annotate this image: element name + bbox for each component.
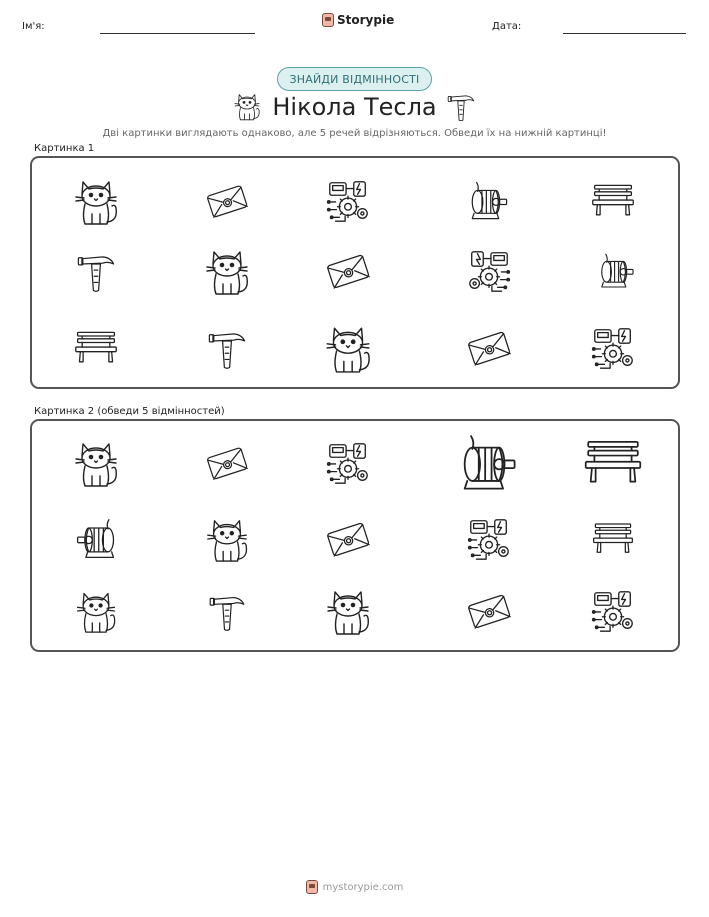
electric-motor-icon <box>457 431 521 495</box>
storypie-logo-icon <box>306 880 318 894</box>
title-text: Нікола Тесла <box>272 93 437 121</box>
storypie-logo-icon <box>322 13 334 27</box>
electric-motor-icon <box>467 179 511 223</box>
instructions: Дві картинки виглядають однаково, але 5 речей відрізняються. Обведи їх на нижній картинці! <box>102 128 607 139</box>
envelope-icon <box>466 325 512 371</box>
circuit-gear-icon <box>324 177 372 225</box>
panel-2-label: Картинка 2 (обведи 5 відмінностей) <box>34 406 225 417</box>
envelope-icon <box>325 248 371 294</box>
cat-icon <box>202 246 252 296</box>
bench-icon <box>73 325 119 371</box>
hammer-icon <box>205 326 249 370</box>
envelope-icon <box>205 179 249 223</box>
footer-url[interactable]: mystorypie.com <box>322 881 404 893</box>
date-line[interactable] <box>563 33 686 34</box>
circuit-gear-icon <box>465 515 513 563</box>
bench-icon <box>591 517 635 561</box>
brand-name: Storypie <box>337 13 395 27</box>
hammer-icon <box>206 590 248 632</box>
bench-icon <box>590 178 636 224</box>
envelope-icon <box>466 588 512 634</box>
electric-motor-icon <box>597 251 637 291</box>
name-line[interactable] <box>100 33 255 34</box>
picture-2-panel[interactable] <box>30 419 680 652</box>
cat-icon <box>322 322 374 374</box>
circuit-gear-icon <box>324 439 372 487</box>
name-label: Ім'я: <box>22 21 45 32</box>
hammer-icon <box>74 249 118 293</box>
electric-motor-icon <box>73 516 119 562</box>
hammer-icon <box>445 90 477 122</box>
circuit-gear-icon <box>589 587 637 635</box>
circuit-gear-icon <box>589 324 637 372</box>
date-label: Дата: <box>492 21 522 32</box>
envelope-icon <box>325 516 371 562</box>
cat-icon <box>73 588 119 634</box>
activity-badge: ЗНАЙДИ ВІДМІННОСТІ <box>277 67 432 91</box>
page-title <box>0 93 709 121</box>
picture-1-panel <box>30 156 680 389</box>
circuit-gear-icon <box>465 247 513 295</box>
brand-logo <box>322 13 394 27</box>
footer <box>0 880 709 894</box>
panel-1-label: Картинка 1 <box>34 143 95 154</box>
cat-icon <box>323 586 373 636</box>
envelope-icon <box>205 441 249 485</box>
cat-icon <box>71 176 121 226</box>
bench-icon <box>582 432 644 494</box>
cat-icon <box>203 515 251 563</box>
cat-icon <box>71 438 121 488</box>
cat-icon <box>232 91 262 121</box>
